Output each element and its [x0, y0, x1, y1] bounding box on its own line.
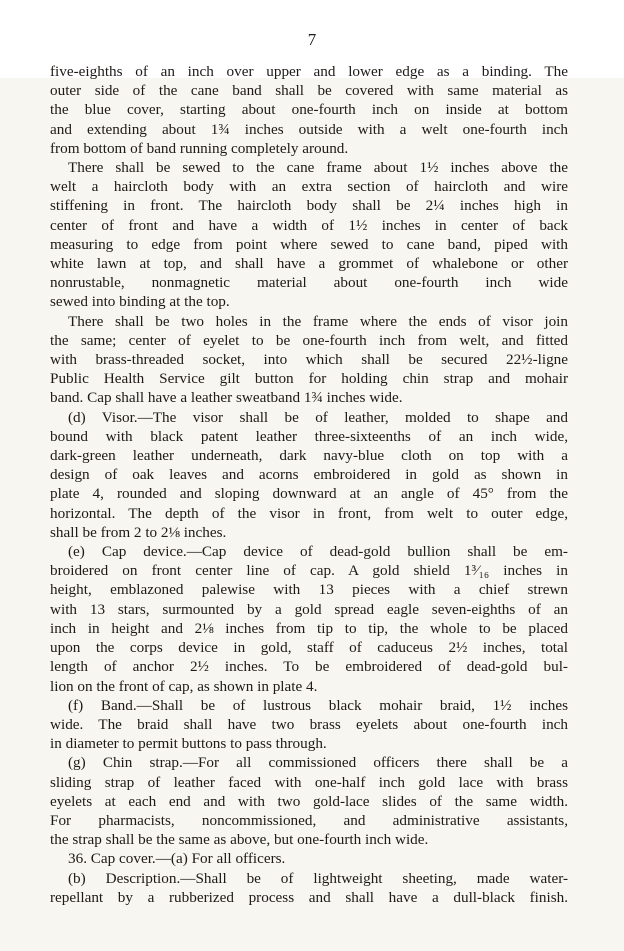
text-line: eyelets at each end and with two gold-lace slides of the same width.	[50, 792, 568, 810]
text-line: plate 4, rounded and sloping downward at an angle of 45° from the	[50, 485, 568, 503]
text-line: center of front and have a width of 1½ inches in center of back	[50, 216, 568, 234]
text-line: horizontal. The depth of the visor in front, from welt to outer edge,	[50, 504, 568, 522]
text-line: design of oak leaves and acorns embroidered in gold as shown in	[50, 466, 568, 484]
text-line: (b) Description.—Shall be of lightweight sheeting, made water-	[68, 869, 568, 887]
page-number: 7	[307, 30, 317, 49]
text-line: sliding strap of leather faced with one-half inch gold lace with brass	[50, 773, 568, 791]
text-line: bound with black patent leather three-sixteenths of an inch wide,	[50, 427, 568, 445]
text-line: inch in height and 2⅛ inches from tip to tip, the whole to be placed	[50, 619, 568, 637]
text-line: length of anchor 2½ inches. To be embroidered of dead-gold bul-	[50, 658, 568, 676]
text-line: from bottom of band running completely around.	[50, 139, 349, 157]
text-line: shall be from 2 to 2⅛ inches.	[50, 523, 227, 541]
text-line: Public Health Service gilt button for holding chin strap and mohair	[50, 370, 568, 388]
text-line: For pharmacists, noncommissioned, and administrative assistants,	[50, 811, 568, 829]
text-line: the strap shall be the same as above, but one-fourth inch wide.	[50, 831, 429, 849]
text-line: with 13 stars, surmounted by a gold spread eagle seven-eighths of an	[50, 600, 568, 618]
text-line: white lawn at top, and shall have a grommet of whalebone or other	[50, 255, 568, 273]
text-line: There shall be two holes in the frame where the ends of visor join	[68, 312, 568, 330]
text-line: outer side of the cane band shall be covered with same material as	[50, 82, 568, 100]
text-line: (g) Chin strap.—For all commissioned officers there shall be a	[68, 754, 568, 772]
text-line: stiffening in front. The haircloth body shall be 2¼ inches high in	[50, 197, 568, 215]
text-line: broidered on front center line of cap. A gold shield 1³⁄₁₆ inches in	[50, 562, 568, 580]
text-line: (e) Cap device.—Cap device of dead-gold bullion shall be em-	[68, 543, 568, 561]
text-line: (f) Band.—Shall be of lustrous black mohair braid, 1½ inches	[68, 696, 568, 714]
body-text	[50, 62, 568, 907]
text-line: dark-green leather underneath, dark navy-blue cloth on top with a	[50, 447, 568, 465]
text-line: wide. The braid shall have two brass eyelets about one-fourth inch	[50, 715, 568, 733]
text-line: There shall be sewed to the cane frame about 1½ inches above the	[68, 159, 568, 177]
text-line: measuring to edge from point where sewed to cane band, piped with	[50, 235, 568, 253]
text-line: lion on the front of cap, as shown in plate 4.	[50, 677, 318, 695]
text-line: 36. Cap cover.—(a) For all officers.	[68, 850, 286, 868]
text-line: in diameter to permit buttons to pass through.	[50, 735, 327, 753]
text-line: and extending about 1¾ inches outside with a welt one-fourth inch	[50, 120, 568, 138]
text-line: welt a haircloth body with an extra section of haircloth and wire	[50, 178, 568, 196]
text-line: five-eighths of an inch over upper and lower edge as a binding. The	[50, 63, 568, 80]
text-line: height, emblazoned palewise with 13 pieces with a chief strewn	[50, 581, 568, 599]
text-line: (d) Visor.—The visor shall be of leather, molded to shape and	[68, 408, 568, 426]
text-line: with brass-threaded socket, into which shall be secured 22½-ligne	[50, 351, 568, 369]
text-line: nonrustable, nonmagnetic material about one-fourth inch wide	[50, 274, 568, 292]
text-line: upon the corps device in gold, staff of caduceus 2½ inches, total	[50, 639, 568, 657]
text-line: the blue cover, starting about one-fourth inch on inside at bottom	[50, 101, 568, 119]
text-line: repellant by a rubberized process and shall have a dull-black finish.	[50, 888, 568, 906]
text-line: band. Cap shall have a leather sweatband 1¾ inches wide.	[50, 389, 403, 407]
text-line: the same; center of eyelet to be one-fourth inch from welt, and fitted	[50, 331, 568, 349]
text-line: sewed into binding at the top.	[50, 293, 230, 311]
